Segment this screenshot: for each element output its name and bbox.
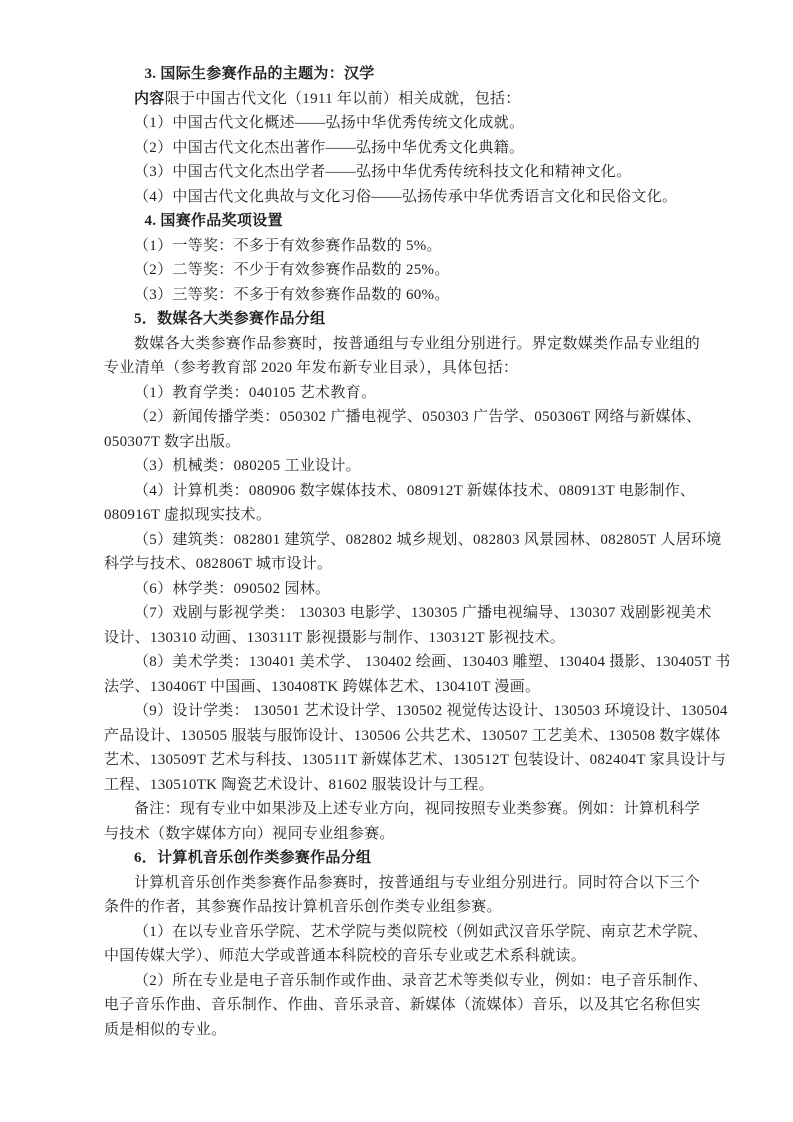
- text-line: [104, 969, 708, 994]
- text-segment: 电子音乐作曲、音乐制作、作曲、音乐录音、新媒体（流媒体）音乐，以及其它名称但实: [104, 997, 701, 1013]
- text-segment: （1）中国古代文化概述——弘扬中华优秀传统文化成就。: [134, 115, 525, 131]
- text-line: [104, 871, 701, 896]
- text-line: [104, 699, 728, 724]
- text-segment: （2）中国古代文化杰出著作——弘扬中华优秀文化典籍。: [134, 139, 525, 156]
- text-segment: 4. 国赛作品奖项设置: [144, 213, 283, 229]
- text-line: [104, 773, 691, 798]
- text-segment: 专业清单（参考教育部 2020 年发布新专业目录），具体包括：: [104, 360, 519, 376]
- text-line: [104, 111, 691, 136]
- section-heading: [104, 62, 691, 87]
- text-segment: （8）美术学类：130401 美术学、 130402 绘画、130403 雕塑、130404 摄影、130405T 书: [134, 654, 731, 670]
- text-segment: （7）戏剧与影视学类： 130303 电影学、130305 广播电视编导、130307 戏剧影视美术: [134, 605, 712, 621]
- text-segment: （2）所在专业是电子音乐制作或作曲、录音艺术等类似专业，例如：电子音乐制作、: [134, 972, 708, 989]
- text-line: [104, 87, 691, 112]
- text-segment: 3. 国际生参赛作品的主题为：汉学: [144, 66, 375, 82]
- text-segment: 质是相似的专业。: [104, 1021, 227, 1038]
- text-segment: 050307T 数字出版。: [104, 433, 241, 450]
- text-segment: （4）中国古代文化典故与文化习俗——弘扬传承中华优秀语言文化和民俗文化。: [134, 188, 678, 205]
- text-segment: 法学、130406T 中国画、130408TK 跨媒体艺术、130410T 漫画。: [104, 678, 541, 695]
- text-line: [104, 724, 721, 749]
- text-segment: 5．数媒各大类参赛作品分组: [134, 311, 326, 327]
- text-line: [104, 528, 722, 553]
- text-line: [104, 822, 691, 847]
- text-segment: （2）二等奖：不少于有效参赛作品数的 25%。: [134, 262, 450, 278]
- text-line: [104, 160, 691, 185]
- text-segment: （3）三等奖：不多于有效参赛作品数的 60%。: [134, 286, 450, 303]
- text-line: [104, 405, 702, 430]
- text-line: [104, 479, 696, 504]
- section-heading: [104, 209, 691, 234]
- text-segment: 限于中国古代文化（1911 年以前）相关成就，包括：: [164, 90, 521, 107]
- text-line: [104, 797, 701, 822]
- text-line: [104, 430, 691, 455]
- text-line: [104, 136, 691, 161]
- text-segment: （1）一等奖：不多于有效参赛作品数的 5%。: [134, 237, 442, 254]
- text-segment: （6）林学类：090502 园林。: [134, 580, 331, 597]
- text-line: [104, 552, 691, 577]
- text-line: [104, 332, 701, 357]
- text-segment: （1）在以专业音乐学院、艺术学院与类似院校（例如武汉音乐学院、南京艺术学院、: [134, 923, 708, 940]
- text-line: [104, 1018, 691, 1043]
- text-segment: （9）设计学类： 130501 艺术设计学、130502 视觉传达设计、130503 环境设计、130504: [134, 703, 728, 719]
- text-segment: 080916T 虚拟现实技术。: [104, 507, 272, 523]
- text-segment: 科学与技术、082806T 城市设计。: [104, 556, 333, 572]
- text-segment: 数媒各大类参赛作品参赛时，按普通组与专业组分别进行。界定数媒类作品专业组的: [134, 335, 701, 352]
- text-line: [104, 675, 691, 700]
- text-line: [104, 601, 712, 626]
- text-segment: 计算机音乐创作类参赛作品参赛时，按普通组与专业组分别进行。同时符合以下三个: [134, 874, 701, 891]
- text-line: [104, 895, 691, 920]
- text-line: [104, 993, 701, 1018]
- text-segment: （3）机械类：080205 工业设计。: [134, 458, 361, 474]
- text-segment: 与技术（数字媒体方向）视同专业组参赛。: [104, 825, 395, 842]
- text-line: [104, 650, 731, 675]
- text-line: [104, 577, 691, 602]
- text-segment: （3）中国古代文化杰出学者——弘扬中华优秀传统科技文化和精神文化。: [134, 164, 632, 180]
- text-line: [104, 944, 691, 969]
- text-line: [104, 381, 691, 406]
- text-line: [104, 748, 727, 773]
- text-line: [104, 503, 691, 528]
- document-body: [104, 62, 731, 1042]
- text-line: [104, 283, 691, 308]
- text-segment: 内容: [134, 90, 165, 107]
- section-heading: [104, 846, 691, 871]
- text-segment: （5）建筑类：082801 建筑学、082802 城乡规划、082803 风景园林、082805T 人居环境: [134, 531, 722, 548]
- text-segment: 设计、130310 动画、130311T 影视摄影与制作、130312T 影视技术。: [104, 629, 566, 646]
- text-segment: 6．计算机音乐创作类参赛作品分组: [134, 850, 372, 866]
- text-segment: （1）教育学类：040105 艺术教育。: [134, 384, 377, 401]
- text-segment: 工程、130510TK 陶瓷艺术设计、81602 服装设计与工程。: [104, 776, 494, 793]
- section-heading: [104, 307, 691, 332]
- text-segment: 条件的作者，其参赛作品按计算机音乐创作类专业组参赛。: [104, 899, 502, 915]
- text-segment: 产品设计、130505 服装与服饰设计、130506 公共艺术、130507 工艺美术、130508 数字媒体: [104, 727, 721, 744]
- text-line: [104, 185, 691, 210]
- text-line: [104, 258, 691, 283]
- text-line: [104, 454, 691, 479]
- text-segment: （2）新闻传播学类：050302 广播电视学、050303 广告学、050306T 网络与新媒体、: [134, 409, 702, 425]
- text-line: [104, 356, 691, 381]
- text-segment: （4）计算机类：080906 数字媒体技术、080912T 新媒体技术、080913T 电影制作、: [134, 482, 696, 499]
- text-line: [104, 626, 691, 651]
- text-segment: 艺术、130509T 艺术与科技、130511T 新媒体艺术、130512T 包装设计、082404T 家具设计与: [104, 752, 727, 768]
- text-segment: 备注：现有专业中如果涉及上述专业方向，视同按照专业类参赛。例如：计算机科学: [134, 801, 701, 817]
- text-line: [104, 234, 691, 259]
- text-segment: 中国传媒大学）、师范大学或普通本科院校的音乐专业或艺术系科就读。: [104, 948, 587, 964]
- text-line: [104, 920, 708, 945]
